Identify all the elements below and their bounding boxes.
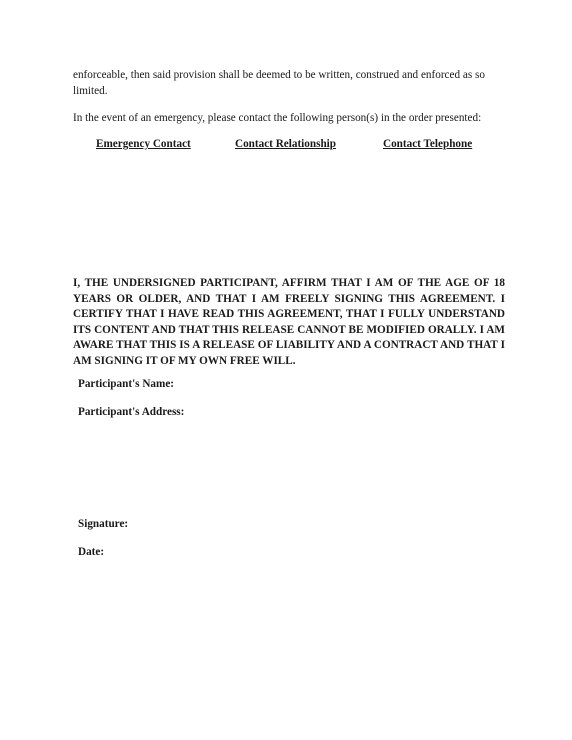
emergency-intro: In the event of an emergency, please contact the following person(s) in the order presented: (73, 112, 482, 124)
column-header-contact-telephone: Contact Telephone (383, 138, 473, 150)
participant-name-label: Participant's Name: (78, 378, 175, 390)
affirmation-statement: I, THE UNDERSIGNED PARTICIPANT, AFFIRM THAT I AM OF THE AGE OF 18 YEARS OR OLDER, AND THAT I AM FREELY SIGNING THIS AGREEMENT. I CERTIFY THAT I HAVE READ THIS AGREEMENT, THAT I FULLY UNDERSTAND ITS CONTENT AND THAT THIS RELEASE CANNOT BE MODIFIED ORALLY. I AM AWARE THAT THIS IS A RELEASE OF LIABILITY AND A CONTRACT AND THAT I AM SIGNING IT OF MY OWN FREE WILL. (73, 277, 505, 367)
date-label: Date: (78, 546, 105, 558)
signature-label: Signature: (78, 518, 129, 530)
column-header-emergency-contact: Emergency Contact (96, 138, 191, 150)
participant-address-label: Participant's Address: (78, 406, 185, 418)
paragraph-continuation: enforceable, then said provision shall be deemed to be written, construed and enforced as so limited. (73, 69, 485, 97)
column-header-contact-relationship: Contact Relationship (235, 138, 337, 150)
